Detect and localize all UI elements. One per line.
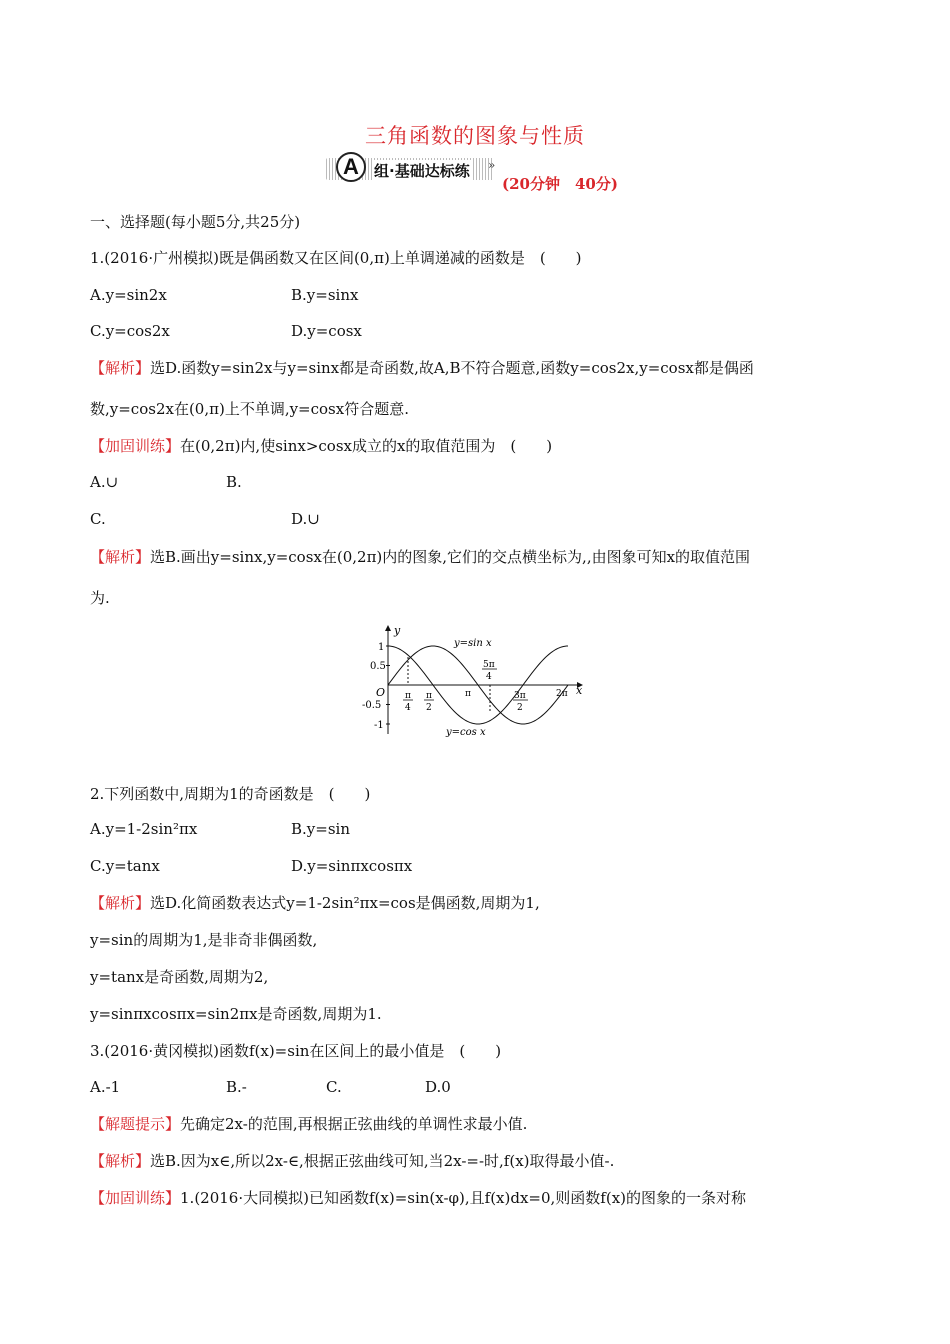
- double-arrow-icon: »: [488, 158, 496, 172]
- q2-option-b: B.y=sin: [291, 820, 350, 838]
- q3-option-d: D.0: [425, 1078, 451, 1096]
- extra-1-text: 在(0,2π)内,使sinx>cosx成立的x的取值范围为 ( ): [180, 437, 553, 455]
- q2-analysis-line-1: [90, 892, 540, 913]
- reinforce-tag: 【加固训练】: [90, 1189, 181, 1207]
- extra1-option-a: A.∪: [90, 473, 119, 491]
- x-axis-label: x: [576, 684, 583, 697]
- x-tick-3pi2-num: 3π: [514, 691, 526, 701]
- q1-analysis-line-1: [90, 357, 754, 378]
- extra1-option-d: D.∪: [291, 510, 320, 528]
- sin-cos-graph: [360, 622, 600, 744]
- y-axis-label: y: [394, 624, 401, 637]
- x-tick-3pi2-den: 2: [517, 703, 523, 713]
- x-tick-pi2-num: π: [426, 691, 432, 701]
- x-tick-pi2-den: 2: [426, 703, 432, 713]
- extra-2-text: 1.(2016·大同模拟)已知函数f(x)=sin(x-φ),且f(x)dx=0,则函数f(x)的图象的一条对称: [180, 1189, 747, 1207]
- banner-timing: (20分钟 40分): [502, 175, 618, 193]
- question-2-stem: 2.下列函数中,周期为1的奇函数是 ( ): [90, 785, 371, 803]
- x-tick-2pi: 2π: [556, 689, 568, 699]
- extra-2-stem: [90, 1187, 746, 1208]
- q2-option-d: D.y=sinπxcosπx: [291, 857, 413, 875]
- y-tick-neg-0-5: -0.5: [362, 700, 382, 711]
- analysis-tag: 【解析】: [90, 894, 151, 912]
- analysis-tag: 【解析】: [90, 359, 151, 377]
- page-title: 三角函数的图象与性质: [365, 124, 585, 148]
- x-tick-pi4-den: 4: [405, 703, 411, 713]
- reinforce-tag: 【加固训练】: [90, 437, 181, 455]
- q2-analysis-line-2: y=sin的周期为1,是非奇非偶函数,: [90, 931, 318, 949]
- section-banner: [326, 152, 496, 184]
- extra-1-stem: [90, 435, 552, 456]
- y-tick-0-5: 0.5: [370, 661, 386, 672]
- q3-analysis-line: [90, 1150, 614, 1171]
- q1-analysis-text: 选D.函数y=sin2x与y=sinx都是奇函数,故A,B不符合题意,函数y=cos2x,y=cosx都是偶函: [150, 359, 754, 377]
- q3-option-a: A.-1: [90, 1078, 121, 1096]
- question-1-stem: 1.(2016·广州模拟)既是偶函数又在区间(0,π)上单调递减的函数是 ( ): [90, 249, 582, 267]
- q2-analysis-line-4: y=sinπxcosπx=sin2πx是奇函数,周期为1.: [90, 1005, 382, 1023]
- extra1-analysis-line-1: [90, 546, 750, 567]
- q2-option-a: A.y=1-2sin²πx: [90, 820, 198, 838]
- y-tick-neg-1: -1: [374, 720, 384, 731]
- q2-analysis-text: 选D.化简函数表达式y=1-2sin²πx=cos是偶函数,周期为1,: [150, 894, 540, 912]
- cos-label: y=cos x: [446, 727, 486, 738]
- q2-analysis-line-3: y=tanx是奇函数,周期为2,: [90, 968, 269, 986]
- extra1-analysis-line-2: 为.: [90, 589, 110, 607]
- banner-label: 组·基础达标练: [374, 162, 470, 180]
- banner-letter: A: [336, 152, 366, 182]
- section-heading: 一、选择题(每小题5分,共25分): [90, 213, 301, 231]
- x-tick-5pi4-den: 4: [486, 672, 492, 682]
- y-tick-1: 1: [378, 642, 385, 653]
- q1-option-b: B.y=sinx: [291, 286, 359, 304]
- q3-hint-text: 先确定2x-的范围,再根据正弦曲线的单调性求最小值.: [180, 1115, 528, 1133]
- extra1-analysis-text: 选B.画出y=sinx,y=cosx在(0,2π)内的图象,它们的交点横坐标为,,由图象可知x的取值范围: [150, 548, 751, 566]
- x-tick-pi: π: [465, 689, 471, 699]
- extra1-option-c: C.: [90, 510, 106, 528]
- sin-label: y=sin x: [454, 638, 492, 649]
- q3-analysis-text: 选B.因为x∈,所以2x-∈,根据正弦曲线可知,当2x-=-时,f(x)取得最小值-.: [150, 1152, 615, 1170]
- analysis-tag: 【解析】: [90, 548, 151, 566]
- q3-option-c: C.: [326, 1078, 342, 1096]
- q2-option-c: C.y=tanx: [90, 857, 160, 875]
- q3-hint-line: [90, 1113, 527, 1134]
- q1-option-a: A.y=sin2x: [90, 286, 167, 304]
- analysis-tag: 【解析】: [90, 1152, 151, 1170]
- x-tick-pi4-num: π: [405, 691, 411, 701]
- q3-option-b: B.-: [226, 1078, 247, 1096]
- q1-option-d: D.y=cosx: [291, 322, 362, 340]
- origin-label: O: [376, 686, 386, 699]
- x-tick-5pi4-num: 5π: [483, 660, 495, 670]
- q1-option-c: C.y=cos2x: [90, 322, 170, 340]
- hint-tag: 【解题提示】: [90, 1115, 181, 1133]
- question-3-stem: 3.(2016·黄冈模拟)函数f(x)=sin在区间上的最小值是 ( ): [90, 1042, 502, 1060]
- extra1-option-b: B.: [226, 473, 242, 491]
- q1-analysis-line-2: 数,y=cos2x在(0,π)上不单调,y=cosx符合题意.: [90, 400, 409, 418]
